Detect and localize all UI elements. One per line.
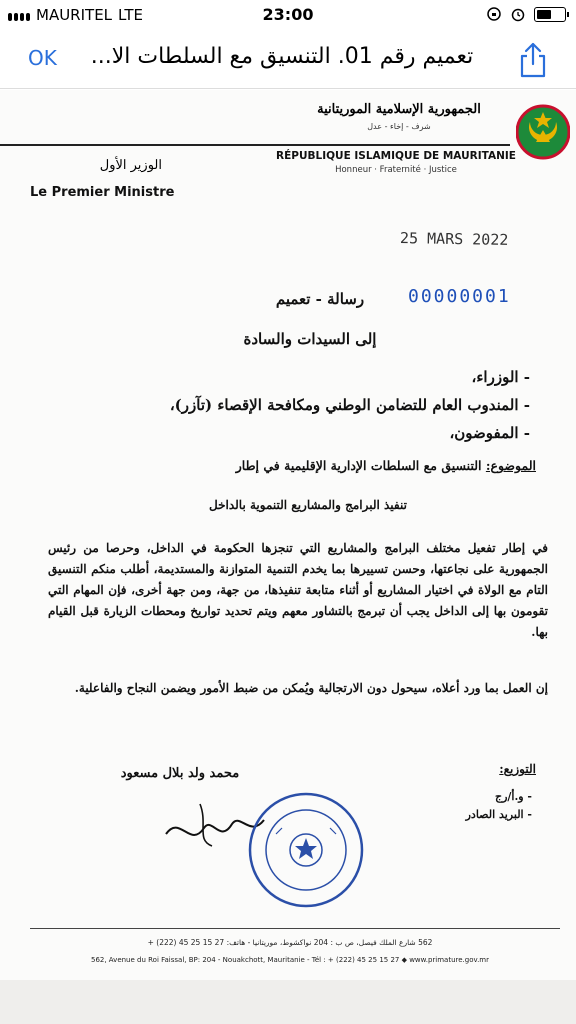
- document-page: [0, 90, 576, 1024]
- status-right: [486, 6, 566, 22]
- minister-title-fr: Le Premier Ministre: [30, 185, 175, 200]
- official-seal-stamp: [246, 790, 366, 910]
- body-paragraph-1: في إطار تفعيل مختلف البرامج والمشاريع التي تنجزها الحكومة في الداخل، وحرصا من رئيس الجمهورية على نجاعتها، وحسن تسييرها بما يخدم التنمية المتوازنة والمستديمة، أطلب منكم التنسيق التام مع الولاة في اختيار المشاريع أو أثناء متابعة تنفيذها، من جهة، ومن جهة أخرى، فإن المهام التي تقومون بها إلى الداخل يجب أن تبرمج بالتشاور معهم ويتم تحديد تواريخ ومحطات الزيارة قبل القيام بها.: [48, 541, 549, 639]
- share-icon[interactable]: [518, 42, 548, 78]
- document-title: تعميم رقم 01. التنسيق مع السلطات الا...: [90, 44, 474, 69]
- subject-text: التنسيق مع السلطات الإدارية الإقليمية في إطار: [235, 458, 482, 473]
- footer-divider: [30, 928, 560, 929]
- date-stamp: 25 MARS 2022: [399, 229, 509, 249]
- status-time: 23:00: [262, 5, 314, 24]
- minister-title-ar: الوزير الأول: [99, 158, 162, 173]
- ok-button[interactable]: OK: [28, 46, 57, 70]
- subject-line-2: تنفيذ البرامج والمشاريع التنموية بالداخل: [209, 498, 407, 512]
- subject-line: [76, 458, 536, 473]
- reference-number: 00000001: [408, 286, 511, 307]
- body-paragraph-2: إن العمل بما ورد أعلاه، سيحول دون الارتجالية ويُمكن من ضبط الأمور ويضمن النجاح والفاعلية.: [74, 681, 548, 695]
- recipient-item: - المندوب العام للتضامن الوطني ومكافحة الإقصاء (تآزر)،: [169, 396, 530, 414]
- lock-rotation-icon: [486, 6, 502, 22]
- signer-name: محمد ولد بلال مسعود: [120, 766, 240, 781]
- subject-label: الموضوع:: [485, 458, 536, 473]
- motto-ar: شرف - إخاء - عدل: [367, 122, 431, 131]
- recipient-item: - المفوضون،: [449, 424, 530, 442]
- recipients-title: إلى السيدات والسادة: [243, 330, 377, 348]
- motto-fr: Honneur · Fraternité · Justice: [335, 165, 457, 175]
- carrier-name: MAURITEL: [36, 6, 113, 24]
- nav-bar: [0, 32, 576, 89]
- alarm-clock-icon: [510, 6, 526, 22]
- battery-icon: [534, 7, 566, 22]
- republic-name-ar: الجمهورية الإسلامية الموريتانية: [317, 102, 481, 117]
- distribution-item: - البريد الصادر: [465, 808, 532, 821]
- national-emblem-icon: [516, 102, 570, 162]
- distribution-title: التوزيع:: [499, 762, 536, 776]
- distribution-item: - و.أ/رج: [494, 790, 532, 803]
- footer-address-ar: 562 شارع الملك فيصل، ص ب : 204 نواكشوط، موريتانيا - هاتف: 27 15 25 45 (222) +: [147, 938, 433, 947]
- page-bottom-margin: [0, 980, 576, 1024]
- letter-type: رسالة - تعميم: [275, 290, 365, 308]
- network-type: LTE: [118, 6, 143, 24]
- header-divider: [0, 144, 510, 146]
- recipient-item: - الوزراء،: [471, 368, 530, 386]
- footer-address-fr: 562, Avenue du Roi Faissal, BP: 204 - Nouakchott, Mauritanie - Tél : + (222) 45 25 15 27 ◆ www.primature.gov.mr: [90, 956, 490, 964]
- republic-name-fr: RÉPUBLIQUE ISLAMIQUE DE MAURITANIE: [276, 150, 516, 162]
- status-bar: [0, 0, 576, 30]
